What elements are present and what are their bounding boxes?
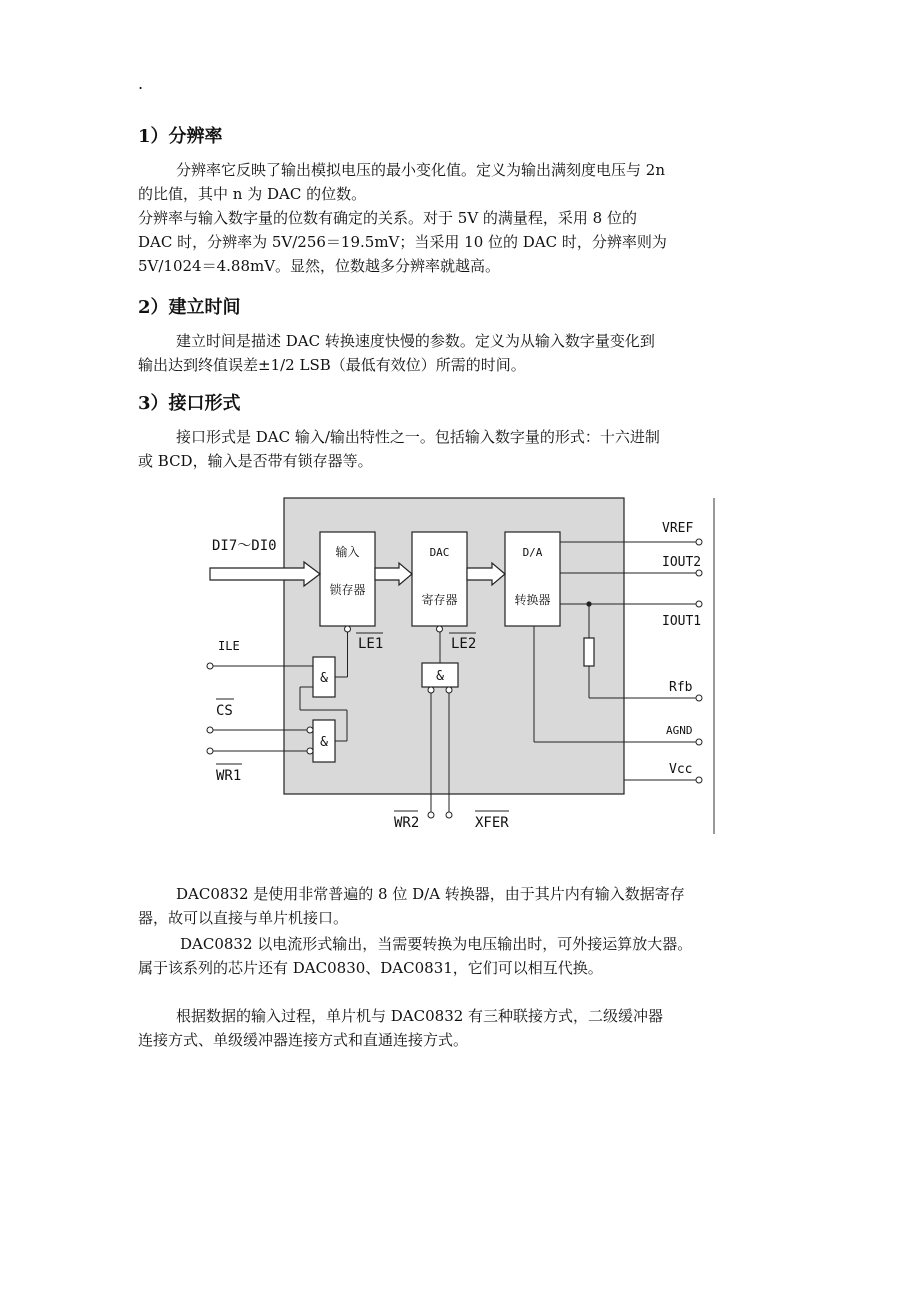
wr2-inverter-bubble xyxy=(428,687,434,693)
and-gate-2-symbol: & xyxy=(320,735,328,750)
heading-settling-time: 2）建立时间 xyxy=(138,297,241,318)
and-gate-1-symbol: & xyxy=(320,671,328,686)
input-latch-label-2: 锁存器 xyxy=(329,583,366,597)
text-line: 分辨率它反映了输出模拟电压的最小变化值。定义为输出满刻度电压与 2n xyxy=(176,161,665,179)
bullet-dot: . xyxy=(138,74,144,93)
rfb-pin xyxy=(696,695,702,701)
cs-pin xyxy=(207,727,213,733)
paragraph-dac0832-output xyxy=(138,932,818,980)
ile-label: ILE xyxy=(218,639,240,653)
wr2-label: WR2 xyxy=(394,815,420,831)
text-line: 接口形式是 DAC 输入/输出特性之一。包括输入数字量的形式：十六进制 xyxy=(176,428,660,446)
feedback-resistor xyxy=(584,638,594,666)
vref-label: VREF xyxy=(662,521,694,536)
text-line: DAC 时，分辨率为 5V/256＝19.5mV；当采用 10 位的 DAC 时，分辨率则为 xyxy=(138,233,667,251)
le2-label: LE2 xyxy=(451,636,477,652)
heading-resolution: 1）分辨率 xyxy=(138,126,223,147)
xfer-inverter-bubble xyxy=(446,687,452,693)
wr1-pin xyxy=(207,748,213,754)
iout2-pin xyxy=(696,570,702,576)
da-converter-label-1: D/A xyxy=(522,546,543,559)
paragraph-resolution xyxy=(138,158,788,278)
le1-bubble xyxy=(345,626,351,632)
paragraph-dac0832-intro xyxy=(138,882,818,930)
dac-register-label-2: 寄存器 xyxy=(421,593,458,607)
paragraph-interface xyxy=(138,425,788,473)
iout1-pin xyxy=(696,601,702,607)
text-line: DAC0832 是使用非常普遍的 8 位 D/A 转换器，由于其片内有输入数据寄存 xyxy=(176,885,685,903)
data-input-arrow xyxy=(210,562,320,586)
agnd-pin xyxy=(696,739,702,745)
text-line: 分辨率与输入数字量的位数有确定的关系。对于 5V 的满量程，采用 8 位的 xyxy=(138,209,637,227)
text-line: 属于该系列的芯片还有 DAC0830、DAC0831，它们可以相互代换。 xyxy=(138,959,603,977)
text-line: 器，故可以直接与单片机接口。 xyxy=(138,909,349,927)
cs-label: CS xyxy=(216,703,233,719)
iout1-label: IOUT1 xyxy=(662,614,702,629)
text-line: DAC0832 以电流形式输出，当需要转换为电压输出时，可外接运算放大器。 xyxy=(180,935,693,953)
rfb-label: Rfb xyxy=(669,680,693,695)
agnd-label: AGND xyxy=(666,724,693,737)
cs-inverter-bubble xyxy=(307,727,313,733)
text-line: 输出达到终值误差±1/2 LSB（最低有效位）所需的时间。 xyxy=(138,356,526,374)
le1-label: LE1 xyxy=(358,636,384,652)
da-converter-label-2: 转换器 xyxy=(514,593,551,607)
dac0832-block-diagram xyxy=(196,490,726,840)
wr1-label: WR1 xyxy=(216,768,242,784)
paragraph-connection-modes xyxy=(138,1004,818,1052)
xfer-pin xyxy=(446,812,452,818)
vref-pin xyxy=(696,539,702,545)
input-latch-label-1: 输入 xyxy=(335,545,360,559)
wr2-pin xyxy=(428,812,434,818)
text-line: 5V/1024＝4.88mV。显然，位数越多分辨率就越高。 xyxy=(138,257,501,275)
text-line: 根据数据的输入过程，单片机与 DAC0832 有三种联接方式，二级缓冲器 xyxy=(176,1007,664,1025)
text-line: 的比值，其中 n 为 DAC 的位数。 xyxy=(138,185,367,203)
iout2-label: IOUT2 xyxy=(662,555,702,570)
wr1-inverter-bubble xyxy=(307,748,313,754)
text-line: 建立时间是描述 DAC 转换速度快慢的参数。定义为从输入数字量变化到 xyxy=(176,332,655,350)
dac-register-label-1: DAC xyxy=(429,546,450,559)
vcc-pin xyxy=(696,777,702,783)
and-gate-3-symbol: & xyxy=(436,669,444,684)
vcc-label: Vcc xyxy=(669,762,693,777)
text-line: 或 BCD，输入是否带有锁存器等。 xyxy=(138,452,373,470)
heading-interface: 3）接口形式 xyxy=(138,393,241,414)
xfer-label: XFER xyxy=(475,815,509,831)
paragraph-settling-time xyxy=(138,329,788,377)
le2-bubble xyxy=(437,626,443,632)
ile-pin xyxy=(207,663,213,669)
text-line: 连接方式、单级缓冲器连接方式和直通连接方式。 xyxy=(138,1031,469,1049)
data-input-label: DI7～DI0 xyxy=(212,538,277,554)
